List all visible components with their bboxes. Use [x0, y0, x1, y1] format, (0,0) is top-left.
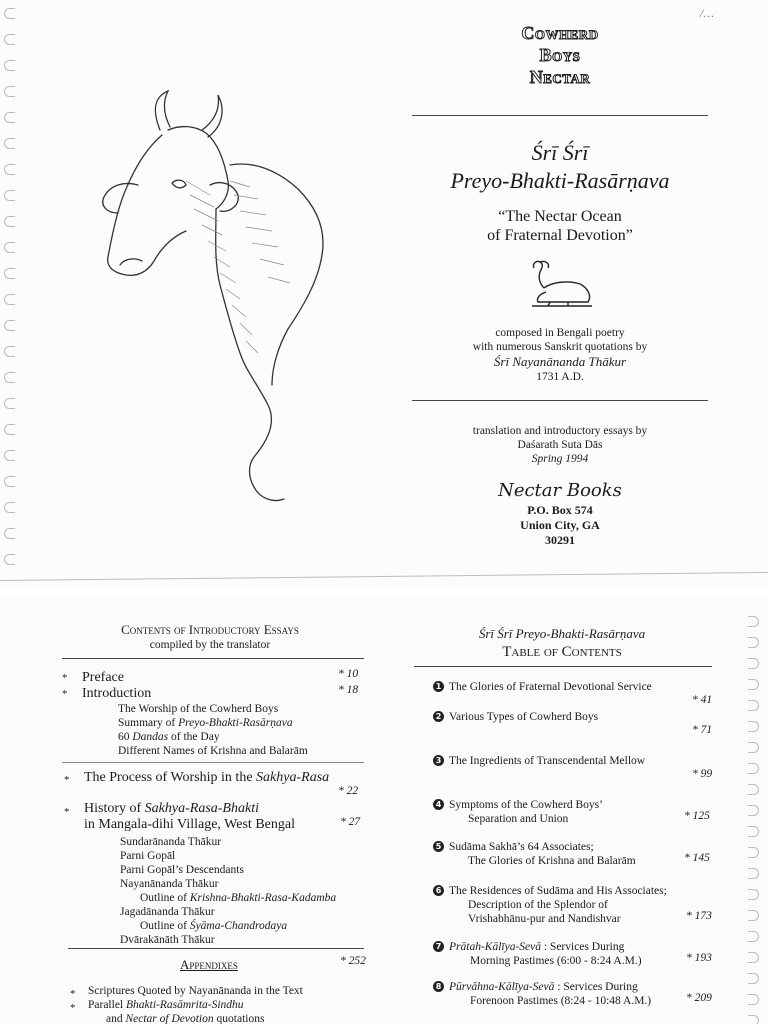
- toc-chapter-1: 1 The Glories of Fraternal Devotional Service: [433, 680, 652, 695]
- essays-divider-3: [68, 948, 364, 949]
- chapter-4-marker: 4: [433, 799, 444, 810]
- toc-history-1: History of Sakhya-Rasa-Bhakti: [84, 801, 259, 816]
- binding-ring: [4, 346, 15, 357]
- page-chapter-4: * 125: [684, 810, 710, 822]
- essays-divider: [62, 658, 364, 659]
- binding-ring: [748, 910, 759, 921]
- page-preface: * 10: [338, 668, 359, 680]
- translation-date: Spring 1994: [531, 453, 589, 465]
- toc-chapter-7a: 7 Prātah-Kālīya-Sevā : Services During: [433, 940, 624, 955]
- binding-ring: [748, 784, 759, 795]
- page-chapter-3: * 99: [692, 768, 713, 780]
- contents-page: [0, 598, 768, 1024]
- binding-ring: [4, 398, 15, 409]
- binding-ring: [4, 502, 15, 513]
- toc-appendix-3: and Nectar of Devotion quotations: [106, 1013, 265, 1024]
- binding-ring: [748, 721, 759, 732]
- subtitle-line-1: “The Nectar Ocean: [498, 208, 622, 225]
- publisher-zip: 30291: [545, 533, 575, 547]
- composition-year: 1731 A.D.: [536, 371, 584, 383]
- binding-ring: [748, 868, 759, 879]
- toc-chapter-4a: 4 Symptoms of the Cowherd Boys’: [433, 798, 603, 813]
- binding-ring: [748, 805, 759, 816]
- toc-introduction: Introduction: [82, 686, 152, 701]
- cow-illustration: [90, 85, 390, 515]
- chapter-3-marker: 3: [433, 755, 444, 766]
- binding-ring: [4, 242, 15, 253]
- binding-ring: [4, 190, 15, 201]
- chapter-8-marker: 8: [433, 981, 444, 992]
- binding-ring: [4, 138, 15, 149]
- toc-title: Table of Contents: [502, 644, 622, 660]
- toc-intro-sub-2: Summary of Preyo-Bhakti-Rasārṇava: [118, 717, 293, 729]
- binding-ring: [4, 34, 15, 45]
- binding-ring: [4, 476, 15, 487]
- toc-chapter-4b: Separation and Union: [468, 813, 569, 825]
- toc-preface: Preface: [82, 670, 124, 685]
- toc-divider: [414, 666, 712, 667]
- binding-ring: [748, 658, 759, 669]
- title-line-1: Śrī Śrī: [531, 140, 589, 165]
- series-line-1: Cowherd: [521, 23, 599, 43]
- toc-history-sub-6: Jagadānanda Thākur: [120, 906, 215, 918]
- binding-ring: [4, 424, 15, 435]
- binding-ring: [4, 528, 15, 539]
- page-process: * 22: [338, 785, 359, 797]
- binding-ring: [748, 889, 759, 900]
- toc-history-sub-2: Parni Gopāl: [120, 850, 176, 862]
- subtitle-line-2: of Fraternal Devotion”: [487, 227, 633, 244]
- binding-ring: [748, 994, 759, 1005]
- binding-ring: [748, 1015, 759, 1024]
- publisher-box: P.O. Box 574: [527, 503, 593, 517]
- page-chapter-6: * 173: [686, 910, 712, 922]
- calf-icon: [528, 258, 596, 308]
- binding-ring: [4, 294, 15, 305]
- binding-ring: [4, 164, 15, 175]
- toc-chapter-6b: Description of the Splendor of: [468, 899, 608, 911]
- toc-chapter-2: 2 Various Types of Cowherd Boys: [433, 710, 598, 725]
- toc-chapter-6a: 6 The Residences of Sudāma and His Associates;: [433, 884, 667, 899]
- composition-info: [412, 326, 708, 384]
- chapter-6-marker: 6: [433, 885, 444, 896]
- toc-book-name: Śrī Śrī Preyo-Bhakti-Rasārṇava: [478, 626, 646, 641]
- toc-history-sub-8: Dvārakānāth Thākur: [120, 934, 215, 946]
- essays-subtitle: compiled by the translator: [149, 639, 271, 651]
- page-chapter-2: * 71: [692, 724, 713, 736]
- binding-ring: [748, 847, 759, 858]
- author-name: Śrī Nayanānanda Thākur: [493, 354, 627, 369]
- bullet-process: *: [64, 774, 70, 786]
- toc-appendix-2: Parallel Bhakti-Rasāmrita-Sindhu: [88, 999, 244, 1011]
- page-edge-line: [0, 572, 768, 581]
- toc-history-sub-5: Outline of Krishna-Bhakti-Rasa-Kadamba: [140, 892, 337, 904]
- binding-ring: [4, 8, 15, 19]
- binding-ring: [748, 826, 759, 837]
- toc-intro-sub-3: 60 Dandas of the Day: [118, 731, 220, 743]
- page-appendixes: * 252: [340, 955, 366, 967]
- binding-ring: [748, 973, 759, 984]
- translator-name: Daśarath Suta Dās: [517, 439, 603, 451]
- title-line-2: Preyo-Bhakti-Rasārṇava: [450, 168, 670, 193]
- publisher-name: Nectar Books: [498, 480, 622, 501]
- toc-chapter-7b: Morning Pastimes (6:00 - 8:24 A.M.): [470, 955, 642, 967]
- translation-info: [412, 424, 708, 466]
- translation-line-1: translation and introductory essays by: [472, 425, 648, 437]
- binding-ring: [748, 931, 759, 942]
- composition-line-1: composed in Bengali poetry: [495, 327, 625, 339]
- binding-ring: [4, 268, 15, 279]
- toc-history-sub-4: Nayanānanda Thākur: [120, 878, 219, 890]
- toc-intro-sub-4: Different Names of Krishna and Balarām: [118, 745, 308, 757]
- essays-divider-2: [62, 762, 364, 763]
- binding-ring: [748, 952, 759, 963]
- binding-ring: [4, 216, 15, 227]
- binding-ring: [748, 763, 759, 774]
- bullet-preface: *: [62, 672, 68, 684]
- page-history: * 27: [340, 816, 361, 828]
- page-chapter-1: * 41: [692, 694, 713, 706]
- toc-right-heading: [412, 626, 712, 661]
- series-logo: [480, 22, 640, 88]
- binding-ring: [4, 450, 15, 461]
- bullet-app-2: *: [70, 1002, 76, 1014]
- toc-process: The Process of Worship in the Sakhya-Rasa: [84, 770, 330, 785]
- series-line-3: Nectar: [529, 67, 591, 87]
- toc-history-2: in Mangala-dihi Village, West Bengal: [84, 817, 295, 832]
- toc-appendixes: Appendixes: [180, 957, 238, 972]
- composition-line-2: with numerous Sanskrit quotations by: [472, 341, 648, 353]
- toc-chapter-5b: The Glories of Krishna and Balarām: [468, 855, 636, 867]
- binding-ring: [748, 700, 759, 711]
- binding-ring: [4, 60, 15, 71]
- essays-heading: [60, 622, 360, 652]
- chapter-2-marker: 2: [433, 711, 444, 722]
- binding-ring: [4, 320, 15, 331]
- toc-history-sub-3: Parni Gopāl’s Descendants: [120, 864, 244, 876]
- bullet-intro: *: [62, 688, 68, 700]
- chapter-5-marker: 5: [433, 841, 444, 852]
- page-chapter-7: * 193: [686, 952, 712, 964]
- series-line-2: Boys: [539, 45, 581, 65]
- essays-title: Contents of Introductory Essays: [121, 622, 299, 637]
- book-title: [412, 140, 708, 194]
- binding-ring: [4, 86, 15, 97]
- toc-appendix-1: Scriptures Quoted by Nayanānanda in the Text: [88, 985, 303, 997]
- chapter-7-marker: 7: [433, 941, 444, 952]
- chapter-1-marker: 1: [433, 681, 444, 692]
- bullet-app-1: *: [70, 988, 76, 1000]
- toc-chapter-3: 3 The Ingredients of Transcendental Mellow: [433, 754, 645, 769]
- binding-ring: [748, 679, 759, 690]
- divider-top: [412, 115, 708, 116]
- toc-chapter-8b: Forenoon Pastimes (8:24 - 10:48 A.M.): [470, 995, 652, 1007]
- publisher-city: Union City, GA: [520, 518, 600, 532]
- binding-ring: [4, 372, 15, 383]
- toc-chapter-8a: 8 Pūrvāhna-Kālīya-Sevā : Services During: [433, 980, 638, 995]
- book-subtitle: [412, 207, 708, 245]
- page-chapter-8: * 209: [686, 992, 712, 1004]
- binding-ring: [4, 112, 15, 123]
- corner-mark: /…: [700, 6, 715, 20]
- toc-chapter-6c: Vrishabhānu-pur and Nandishvar: [468, 913, 621, 925]
- divider-middle: [412, 400, 708, 401]
- toc-intro-sub-1: The Worship of the Cowherd Boys: [118, 703, 279, 715]
- toc-history-sub-7: Outline of Śyāma-Chandrodaya: [140, 920, 288, 932]
- publisher-info: [412, 480, 708, 548]
- bullet-history: *: [64, 806, 70, 818]
- binding-ring: [748, 616, 759, 627]
- page-introduction: * 18: [338, 684, 359, 696]
- toc-history-sub-1: Sundarānanda Thākur: [120, 836, 222, 848]
- binding-ring: [4, 554, 15, 565]
- page-chapter-5: * 145: [684, 852, 710, 864]
- binding-ring: [748, 637, 759, 648]
- binding-ring: [748, 742, 759, 753]
- toc-chapter-5a: 5 Sudāma Sakhā’s 64 Associates;: [433, 840, 594, 855]
